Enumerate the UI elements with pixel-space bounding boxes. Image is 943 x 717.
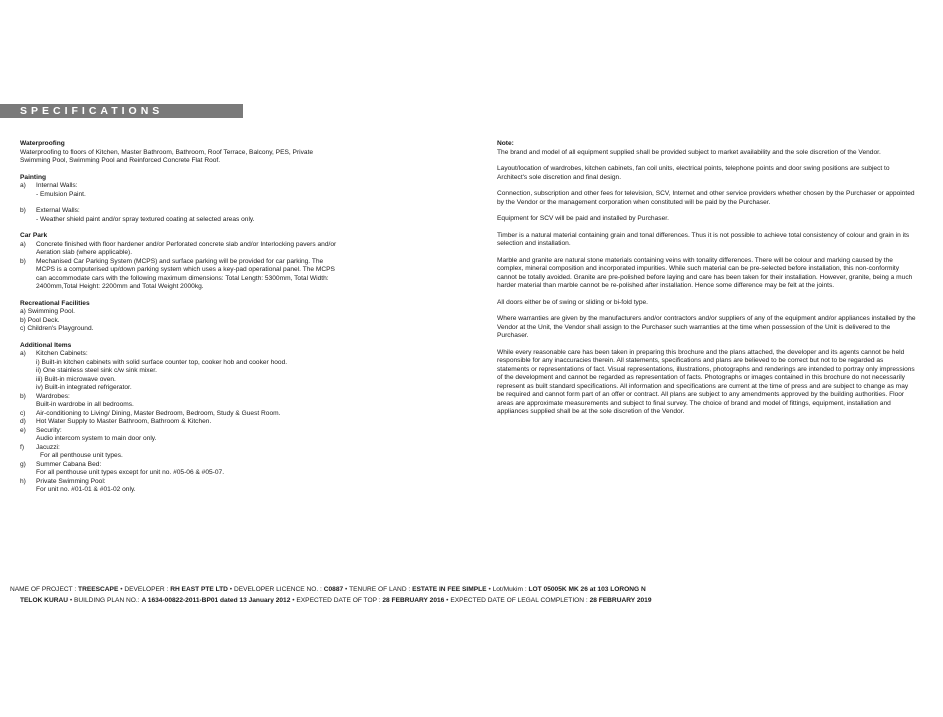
- kitchen-item: iii) Built-in microwave oven.: [36, 375, 116, 383]
- top-value: 28 FEBRUARY 2016: [382, 597, 445, 604]
- note-paragraph: Connection, subscription and other fees for television, SCV, Internet and other service providers whether chosen by the Purchaser or appointed by the Vendor or the management corporation when constituted will be paid by the Purchaser.: [497, 190, 915, 206]
- painting-section: [20, 174, 450, 225]
- car-park-section: [20, 232, 450, 292]
- developer-label: DEVELOPER :: [124, 586, 169, 593]
- note-paragraph: Where warranties are given by the manufacturers and/or contractors and/or suppliers of any of the equipment and/or appliances installed by the Vendor at the Unit, the Vendor shall assign to the Purchaser such warranties at the time when possession of the Unit is delivered to the Purchaser.: [497, 315, 916, 339]
- separator: •: [345, 586, 348, 593]
- additional-items-section: [20, 342, 450, 495]
- waterproofing-line: Waterproofing to floors of Kitchen, Master Bathroom, Bathroom, Roof Terrace, Balcony, PES, Private: [20, 148, 314, 156]
- painting-heading: Painting: [20, 173, 47, 181]
- external-walls-title: External Walls:: [36, 207, 80, 214]
- licence-value: C0887: [323, 586, 344, 593]
- list-label: d): [20, 418, 26, 425]
- list-item: c) Children's Playground.: [20, 325, 94, 332]
- jacuzzi-title: Jacuzzi:: [36, 443, 60, 451]
- cabana-detail: For all penthouse unit types except for unit no. #05-06 & #05-07.: [36, 469, 225, 476]
- list-label: f): [20, 443, 25, 451]
- note-paragraph: Marble and granite are natural stone materials containing veins with tonality differences. There will be colour and marking caused by the complex, mineral composition and incorporated impurities. While such material can be pre-selected before installation, this non-conformity cannot be totally avoided. Granite are pre-polished before laying and care has been taken for their installation. However, granite, being a much harder material than marble cannot be re-polished after installation. Hence some difference may be felt at the joints.: [497, 256, 913, 289]
- jacuzzi-detail: For all penthouse unit types.: [40, 452, 123, 459]
- list-label: b): [20, 257, 26, 265]
- list-label: b): [20, 207, 26, 214]
- list-label: a): [20, 240, 26, 248]
- wardrobes-title: Wardrobes:: [36, 392, 70, 400]
- car-park-b-line: MCPS is a computerised up/down parking system which uses a key-pad operational panel. The MCPS: [36, 266, 335, 273]
- footer-line-2: [20, 596, 935, 605]
- note-paragraph: Timber is a natural material containing grain and tonal differences. Thus it is not possible to achieve total consistency of colour and grain in its selection and installation.: [497, 231, 910, 247]
- developer-value: RH EAST PTE LTD: [170, 586, 228, 593]
- external-walls-detail: - Weather shield paint and/or spray textured coating at selected areas only.: [36, 215, 255, 223]
- additional-items-heading: Additional Items: [20, 341, 72, 349]
- note-paragraph: Layout/location of wardrobes, kitchen cabinets, fan coil units, electrical points, telephone points and door swing positions are subject to Architect's sole discretion and final design.: [497, 165, 890, 181]
- separator: •: [229, 586, 233, 593]
- note-heading: Note:: [497, 140, 514, 147]
- waterproofing-section: [20, 140, 450, 166]
- waterproofing-heading: Waterproofing: [20, 140, 65, 147]
- car-park-heading: Car Park: [20, 232, 48, 239]
- list-item: b) Pool Deck.: [20, 316, 60, 324]
- list-label: b): [20, 392, 26, 400]
- list-item: a) Swimming Pool.: [20, 308, 75, 315]
- list-label: a): [20, 182, 26, 189]
- private-pool-detail: For unit no. #01-01 & #01-02 only.: [36, 486, 136, 493]
- legal-value: 28 FEBRUARY 2019: [589, 597, 652, 604]
- kitchen-cabinets-title: Kitchen Cabinets:: [36, 350, 88, 357]
- plan-label: BUILDING PLAN NO.:: [74, 597, 140, 604]
- project-value: TREESCAPE: [78, 586, 119, 593]
- lot-value-continued: TELOK KURAU: [20, 597, 68, 604]
- air-conditioning-title: Air-conditioning to Living/ Dining, Master Bedroom, Bedroom, Study & Guest Room.: [36, 409, 281, 417]
- internal-walls-title: Internal Walls:: [36, 182, 78, 189]
- recreational-section: [20, 300, 450, 334]
- car-park-a-line: Aeration slab (where applicable).: [36, 249, 133, 256]
- top-label: EXPECTED DATE OF TOP :: [296, 597, 381, 604]
- cabana-title: Summer Cabana Bed:: [36, 460, 102, 468]
- list-label: e): [20, 426, 26, 434]
- tenure-label: TENURE OF LAND :: [349, 586, 411, 593]
- separator: •: [488, 586, 491, 593]
- wardrobes-detail: Built-in wardrobe in all bedrooms.: [36, 401, 134, 408]
- separator: •: [292, 597, 295, 604]
- list-label: a): [20, 350, 26, 357]
- specifications-banner: [0, 104, 243, 118]
- internal-walls-detail: - Emulsion Paint.: [36, 190, 86, 198]
- security-title: Security:: [36, 426, 62, 434]
- footer-line-1: [10, 585, 935, 594]
- legal-label: EXPECTED DATE OF LEGAL COMPLETION :: [450, 597, 588, 604]
- recreational-heading: Recreational Facilities: [20, 299, 90, 307]
- tenure-value: ESTATE IN FEE SIMPLE: [412, 586, 487, 593]
- plan-value: A 1634-00822-2011-BP01 dated 13 January 2012: [141, 597, 291, 604]
- right-column: [497, 140, 917, 425]
- specifications-title: SPECIFICATIONS: [20, 105, 164, 117]
- waterproofing-line: Swimming Pool, Swimming Pool and Reinforced Concrete Flat Roof.: [20, 157, 221, 164]
- kitchen-item: ii) One stainless steel sink c/w sink mixer.: [36, 367, 157, 374]
- project-label: NAME OF PROJECT :: [10, 586, 77, 593]
- note-paragraph: Equipment for SCV will be paid and installed by Purchaser.: [497, 215, 669, 222]
- list-label: g): [20, 460, 26, 468]
- note-paragraph: All doors either be of swing or sliding or bi-fold type.: [497, 298, 648, 306]
- kitchen-item: i) Built-in kitchen cabinets with solid surface counter top, cooker hob and cooker hood.: [36, 358, 288, 366]
- security-detail: Audio intercom system to main door only.: [36, 435, 157, 442]
- note-paragraph: The brand and model of all equipment supplied shall be provided subject to market availability and the sole discretion of the Vendor.: [497, 148, 881, 156]
- licence-label: DEVELOPER LICENCE NO. :: [233, 586, 322, 593]
- separator: •: [69, 597, 73, 604]
- car-park-a-line: Concrete finished with floor hardener and/or Perforated concrete slab and/or Interlocking pavers and/or: [36, 240, 337, 248]
- list-label: h): [20, 477, 26, 485]
- private-pool-title: Private Swimming Pool:: [36, 477, 106, 485]
- kitchen-item: iv) Built-in integrated refrigerator.: [36, 384, 132, 391]
- car-park-b-line: Mechanised Car Parking System (MCPS) and surface parking will be provided for car parking. The: [36, 257, 324, 265]
- hot-water-title: Hot Water Supply to Master Bathroom, Bathroom & Kitchen.: [36, 418, 212, 425]
- separator: •: [120, 586, 123, 593]
- lot-label: Lot/Mukim :: [492, 586, 527, 593]
- separator: •: [446, 597, 449, 604]
- left-column: [20, 140, 450, 503]
- car-park-b-line: 2400mm,Total Height: 2200mm and Total Weight 2000kg.: [36, 283, 204, 290]
- list-label: c): [20, 409, 26, 417]
- car-park-b-line: can accommodate cars with the following maximum dimensions: Total Length: 5300mm, Total Width:: [36, 274, 329, 282]
- lot-value: LOT 05005K MK 26 at 103 LORONG N: [528, 586, 646, 593]
- note-paragraph: While every reasonable care has been taken in preparing this brochure and the plans attached, the developer and its agents cannot be held responsible for any inaccuracies therein. All statements, specifications and plans are believed to be correct but not to be regarded as statements or representations of fact. Visual representations, illustrations, photographs and renderings are intended to portray only impressions of the development and cannot be regarded as representation of facts. Photographs or images contained in this brochure do not necessarily represent as built standard specifications. All information and specifications are current at the time of press and are subject to change as may be required and cannot form part of an offer or contract. All plans are subject to any amendments approved by the building authorities. Floor areas are approximate measurements and subject to final survey. The choice of brand and model of fittings, equipment, installation and appliances supplied shall be at the sole discretion of the Vendor.: [497, 348, 915, 415]
